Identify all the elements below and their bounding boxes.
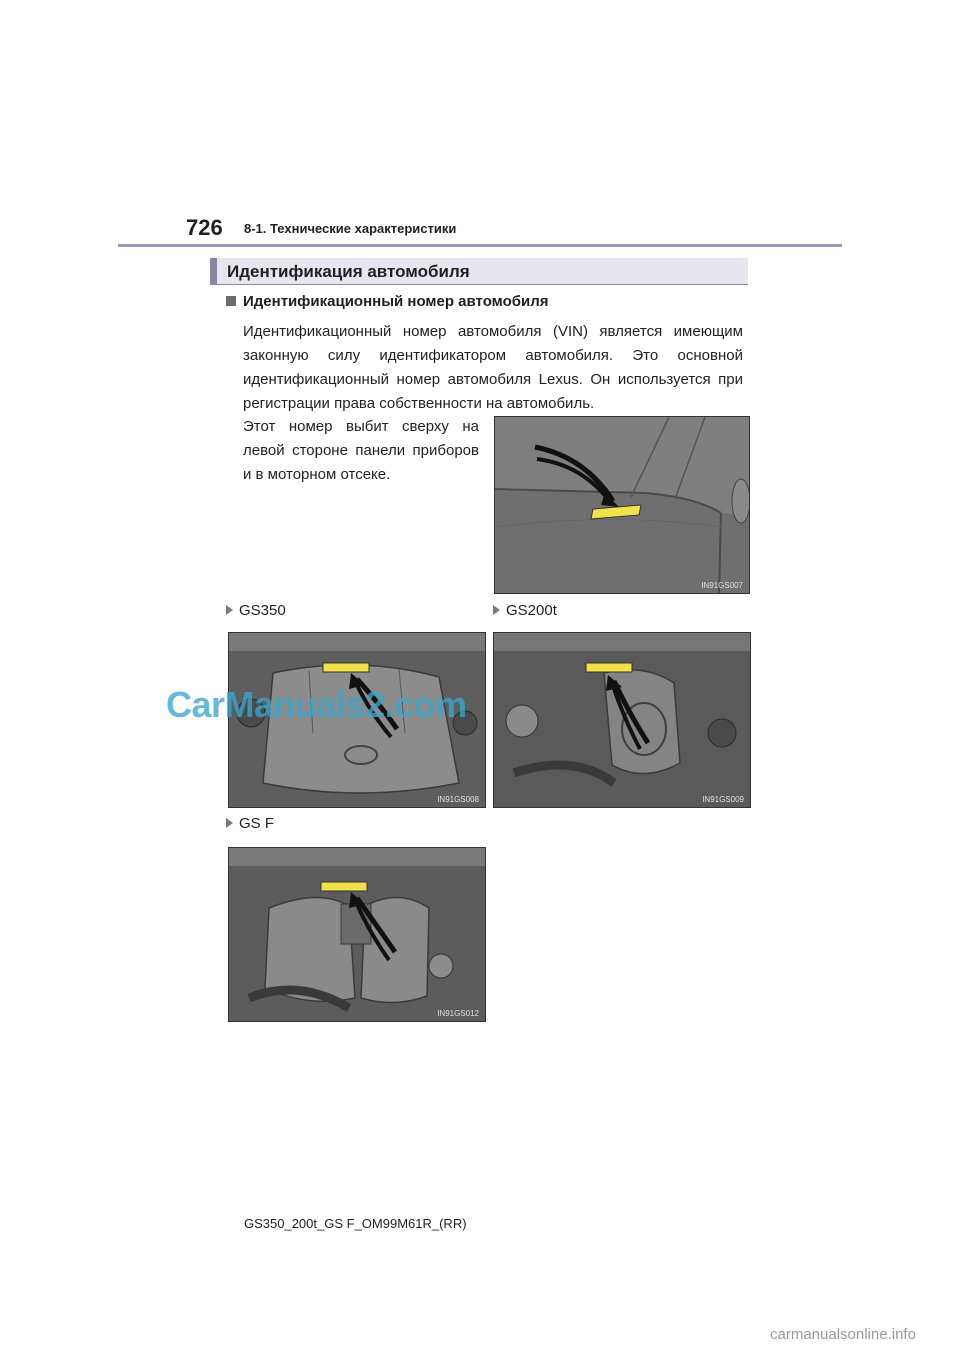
footer-site: carmanualsonline.info [770, 1326, 916, 1343]
figure-code: IN91GS012 [437, 1009, 479, 1018]
figure-code: IN91GS007 [701, 581, 743, 590]
chapter-title: 8-1. Технические характеристики [244, 221, 457, 236]
label-gs200t: GS200t [493, 602, 557, 619]
section-title-bar [210, 258, 748, 284]
vin-paragraph: Идентификационный номер автомобиля (VIN) является имеющим законную силу идентификатором автомобиля. Это основной идентификационный номер автомобиля Lexus. Он используется при регистрации права собственности на автомобиль. [243, 323, 743, 412]
square-bullet-icon [226, 296, 236, 306]
page-number: 726 [186, 215, 223, 240]
dashboard-vin-figure [494, 416, 750, 594]
subsection-heading [226, 293, 549, 310]
triangle-bullet-icon [493, 605, 500, 615]
gsf-engine-illustration [229, 848, 485, 1021]
subsection-heading-text: Идентификационный номер автомобиля [243, 293, 549, 310]
figure-code: IN91GS008 [437, 795, 479, 804]
triangle-bullet-icon [226, 818, 233, 828]
section-title: Идентификация автомобиля [227, 262, 470, 281]
figure-code: IN91GS009 [702, 795, 744, 804]
dashboard-illustration [495, 417, 749, 593]
gsf-engine-figure [228, 847, 486, 1022]
label-gsf: GS F [226, 815, 274, 832]
footer-model-code: GS350_200t_GS F_OM99M61R_(RR) [244, 1216, 467, 1231]
header-rule [118, 244, 842, 247]
gs200t-engine-figure [493, 632, 751, 808]
gs200t-engine-illustration [494, 633, 750, 807]
section-underline [210, 284, 748, 285]
vin-location-paragraph: Этот номер выбит сверху на левой стороне панели приборов и в моторном отсеке. [243, 418, 479, 483]
triangle-bullet-icon [226, 605, 233, 615]
watermark: CarManuals2.com [166, 684, 467, 725]
label-gs350: GS350 [226, 602, 286, 619]
